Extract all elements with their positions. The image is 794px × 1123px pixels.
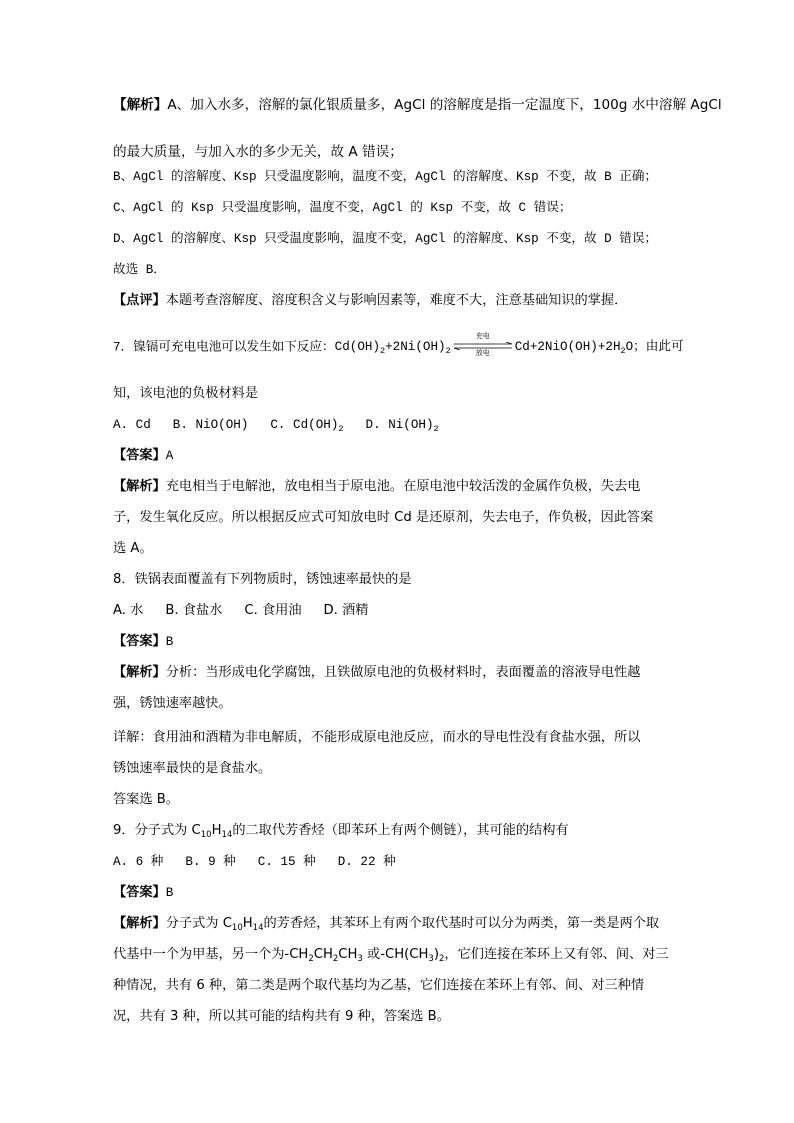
q8-answer-line [113,633,173,651]
q9-stem: 9．分子式为 $C_{10}H_{14}$的二取代芳香烃（即苯环上有两个侧链），其可能的结构有 [113,823,569,840]
q9-analysis-label: 【解析】 [113,916,166,931]
q7-reactants: $Cd(OH)_2+2Ni(OH)_2$ [334,340,451,357]
q6-option-a-text: A、加入水多，溶解的氯化银质量多，AgCl 的溶解度是指一定温度下，100g 水中溶解 AgCl [167,97,722,113]
q6-comment-label: 【点评】 [113,293,166,308]
q8-analysis-label: 【解析】 [113,665,166,680]
q8-analysis-line2: 强，锈蚀速率越快。 [113,696,232,711]
q8-conclusion: 答案选 B。 [113,792,179,807]
arrow-label-charge: 充电 [475,333,490,341]
q8-answer-label: 【答案】 [113,634,166,649]
q6-option-b-line: B、AgCl 的溶解度、Ksp 只受温度影响，温度不变，AgCl 的溶解度、Ksp 不变，故 B 正确； [113,170,658,184]
q9-option-c: C. 15 种 [257,855,316,869]
q7-stem-prefix: 7．镍镉可充电电池可以发生如下反应： [113,340,335,355]
q8-option-c: C. 食用油 [244,603,302,618]
q6-comment-line [113,292,627,310]
q8-option-a: A. 水 [113,603,144,618]
q9-answer-value: B [165,886,174,900]
q7-answer-label: 【答案】 [113,448,166,463]
q7-products: $Cd+2NiO(OH)+2H_2O$；由此可 [514,340,684,357]
q7-analysis-label: 【解析】 [113,479,166,494]
q7-answer-line [113,447,173,465]
q8-detail-line2: 锈蚀速率最快的是食盐水。 [113,761,272,776]
q9-answer-label: 【答案】 [113,885,166,900]
q8-stem: 8．铁锅表面覆盖有下列物质时，锈蚀速率最快的是 [113,572,412,587]
q7-answer-value: A [165,449,174,463]
q6-analysis-label: 【解析】 [113,97,168,113]
q7-option-a: A. Cd [113,418,151,432]
q7-stem-line2: 知，该电池的负极材料是 [113,386,259,401]
q7-options [113,416,439,434]
q6-analysis-line1 [113,96,722,114]
q9-analysis-line4: 况，共有 3 种，所以其可能的结构共有 9 种，答案选 B。 [113,1009,450,1024]
q9-option-b: B. 9 种 [185,855,236,869]
q8-options [113,602,368,620]
q9-answer-line [113,884,173,902]
q8-option-d: D. 酒精 [323,603,369,618]
q7-option-d: D. $Ni(OH)_2$ [365,418,439,434]
q6-analysis-line2: 的最大质量，与加入水的多少无关，故 A 错误； [113,144,403,160]
q9-analysis-line1: 【解析】分子式为 $C_{10}H_{14}$的芳香烃，其苯环上有两个取代基时可以分为两类，第一类是两个取 [113,916,660,933]
q6-comment-text: 本题考查溶解度、溶度积含义与影响因素等，难度不大，注意基础知识的掌握． [165,293,628,308]
q9-analysis-line2: 代基中一个为甲基，另一个为$-CH_2CH_2CH_3$ 或$-CH(CH_3)_2$，它们连接在苯环上又有邻、间、对三 [113,947,669,964]
q8-option-b: B. 食盐水 [165,603,223,618]
q9-analysis-line3: 种情况，共有 6 种，第二类是两个取代基均为乙基，它们连接在苯环上有邻、间、对三种情 [113,978,645,993]
q8-detail-line1: 详解：食用油和酒精为非电解质，不能形成原电池反应，而水的导电性没有食盐水强，所以 [113,730,641,745]
q7-option-b: B. NiO(OH) [172,418,249,432]
arrow-label-discharge: 放电 [475,350,490,358]
q6-option-c-line: C、AgCl 的 Ksp 只受温度影响，温度不变，AgCl 的 Ksp 不变，故 C 错误； [113,201,572,215]
q7-analysis-line2: 子，发生氧化反应。所以根据反应式可知放电时 Cd 是还原剂，失去电子，作负极，因此答案 [113,510,654,525]
q6-choose-line: 故选 B． [113,263,166,277]
q7-stem-line1 [113,333,684,358]
q7-analysis-line3: 选 A。 [113,541,153,556]
q9-option-d: D. 22 种 [337,855,396,869]
q7-analysis-line1: 【解析】充电相当于电解池，放电相当于原电池。在原电池中较活泼的金属作负极，失去电 [113,479,641,494]
q7-option-c: C. $Cd(OH)_2$ [270,418,344,434]
reversible-arrow-icon [452,333,514,358]
q9-option-a: A. 6 种 [113,855,164,869]
q6-option-d-line: D、AgCl 的溶解度、Ksp 只受温度影响，温度不变，AgCl 的溶解度、Ksp 不变，故 D 错误； [113,232,658,246]
q9-options [113,853,396,871]
q8-analysis-line1: 【解析】分析：当形成电化学腐蚀，且铁做原电池的负极材料时，表面覆盖的溶液导电性越 [113,665,641,680]
q8-answer-value: B [165,635,174,649]
